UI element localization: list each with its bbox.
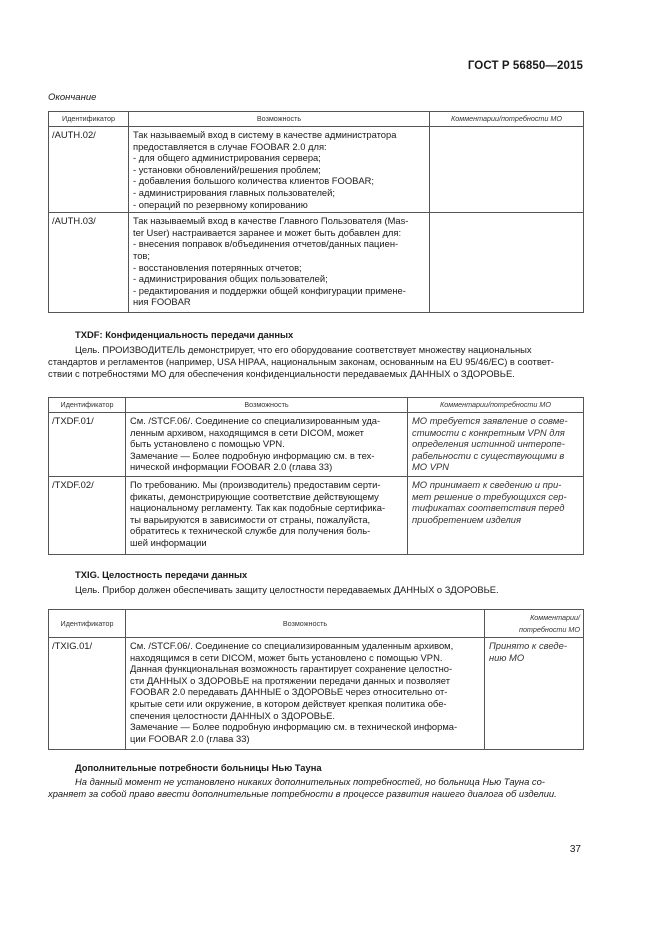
table-header-row (49, 610, 584, 638)
row-capability: См. /STCF.06/. Соединение со специализированным уда- ленным архивом, находящимся в сети DICOM, может быть установлено с помощью VPN. Замечание — Более подробную информацию см. в тех- нической информации FOOBAR 2.0 (глава 33) (126, 413, 408, 477)
table-row (49, 213, 584, 313)
section-title-extra: Дополнительные потребности больницы Нью Тауна (75, 762, 322, 773)
row-identifier: /AUTH.02/ (49, 127, 129, 213)
row-comment: Принято к сведе- нию МО (485, 638, 584, 750)
header-identifier: Идентификатор (49, 610, 126, 638)
table-txig (48, 609, 584, 750)
table-auth (48, 111, 584, 313)
header-comments: Комментарии/потребности МО (408, 398, 584, 413)
row-identifier: /TXDF.02/ (49, 477, 126, 555)
section-text-extra: На данный момент не установлено никаких дополнительных потребностей, но больница Нью Тауна со- храняет за собой право ввести дополнительные потребности в процессе развития нашего диалога об изделии. (48, 776, 557, 799)
header-identifier: Идентификатор (49, 398, 126, 413)
row-comment: МО требуется заявление о совме- стимости с конкретным VPN для определения истинной интеропе- рабельности с существующими в МО VPN (408, 413, 584, 477)
row-capability: Так называемый вход в качестве Главного Пользователя (Mas- ter User) настраивается заранее и может быть добавлен для: - внесения поправок в/объединения отчетов/данных пациен- тов; - восстановления потерянных отчетов; - администрирования общих пользователей; - редактирования и поддержки общей конфигурации примене- ния FOOBAR (129, 213, 430, 313)
page-number: 37 (569, 844, 581, 855)
header-comments: Комментарии/ потребности МО (485, 610, 584, 638)
table-row (49, 638, 584, 750)
section-text-txig: Цель. Прибор должен обеспечивать защиту целостности передаваемых ДАННЫХ о ЗДОРОВЬЕ. (75, 584, 499, 595)
row-capability: Так называемый вход в систему в качестве администратора предоставляется в случае FOOBAR 2.0 для: - для общего администрирования сервера; - установки обновлений/решения проблем; - добавления большого количества клиентов FOOBAR; - администрирования главных пользователей; - операций по резервному копированию (129, 127, 430, 213)
table-row (49, 127, 584, 213)
section-text-txdf: Цель. ПРОИЗВОДИТЕЛЬ демонстрирует, что его оборудование соответствует множеству национальных стандартов и регламентов (например, USA HIPAA, национальным законам, основанным на EU 95/46/EC) в соответ- ствии с потребностями МО для обеспечения конфиденциальности передаваемых ДАННЫХ о ЗДОРОВЬЕ. (48, 344, 555, 379)
table-row (49, 413, 584, 477)
header-comments: Комментарии/потребности МО (430, 112, 584, 127)
row-identifier: /TXDF.01/ (49, 413, 126, 477)
row-identifier: /AUTH.03/ (49, 213, 129, 313)
header-capability: Возможность (126, 610, 485, 638)
row-comment: МО принимает к сведению и при- мет решение о требующихся сер- тификатах соответствия перед приобретением изделия (408, 477, 584, 555)
row-capability: См. /STCF.06/. Соединение со специализированным удаленным архивом, находящимся в сети DICOM, может быть установлено с помощью VPN. Данная функциональная возможность гарантирует сохранение целостно- сти ДАННЫХ о ЗДОРОВЬЕ на протяжении передачи данных и позволяет FOOBAR 2.0 передавать ДАННЫЕ о ЗДОРОВЬЕ через относительно от- крытые сети или окружение, в котором действует крепкая политика обе- спечения целостности ДАННЫХ о ЗДОРОВЬЕ. Замечание — Более подробную информацию см. в технической информа- ции FOOBAR 2.0 (глава 33) (126, 638, 485, 750)
table-header-row (49, 398, 584, 413)
row-capability: По требованию. Мы (производитель) предоставим серти- фикаты, демонстрирующие соответствие действующему национальному регламенту. Так как подобные сертифика- ты варьируются в зависимости от страны, пожалуйста, обратитесь к технической службе для получения боль- шей информации (126, 477, 408, 555)
table-header-row (49, 112, 584, 127)
row-comment (430, 213, 584, 313)
row-identifier: /TXIG.01/ (49, 638, 126, 750)
standard-number: ГОСТ Р 56850—2015 (467, 60, 583, 72)
section-title-txdf: TXDF: Конфиденциальность передачи данных (75, 329, 294, 340)
table-row (49, 477, 584, 555)
continuation-label: Окончание (48, 92, 97, 103)
header-identifier: Идентификатор (49, 112, 129, 127)
header-capability: Возможность (129, 112, 430, 127)
table-txdf (48, 397, 584, 555)
section-title-txig: TXIG. Целостность передачи данных (75, 569, 248, 580)
header-capability: Возможность (126, 398, 408, 413)
row-comment (430, 127, 584, 213)
